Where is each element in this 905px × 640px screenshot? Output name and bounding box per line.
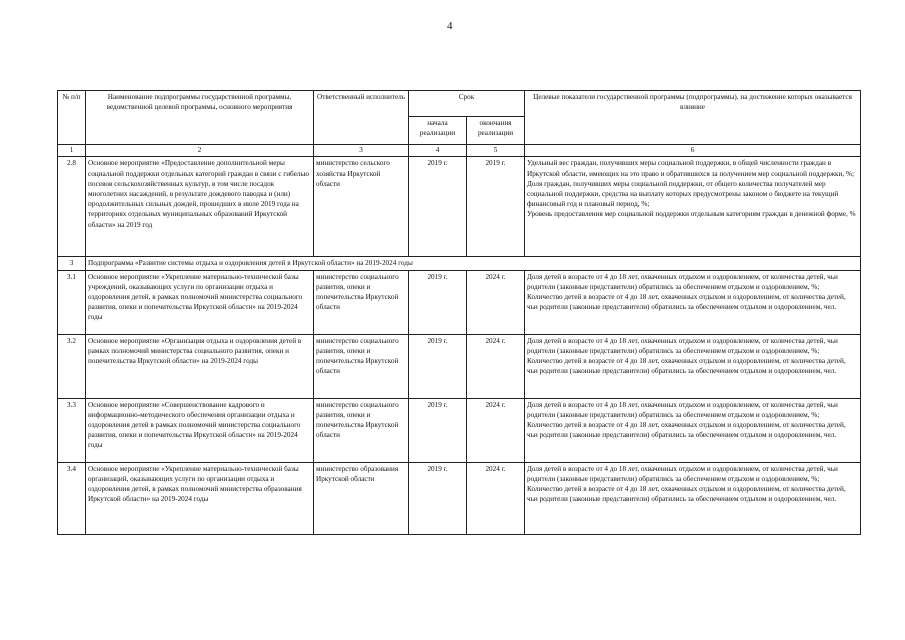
row-executor: министерство социального развития, опеки и попечительства Иркутской области [314, 270, 409, 334]
row-start: 2019 г. [409, 157, 467, 257]
target-indicator: Доля детей в возрасте от 4 до 18 лет, охваченных отдыхом и оздоровлением, от количества детей, чьи родители (законные представители) обратились за обеспечением отдыхом и оздоровлением, %; [527, 464, 838, 483]
target-indicator: Уровень предоставления мер социальной поддержки отдельным категориям граждан в денежной форме, % [527, 210, 856, 219]
table-row [58, 157, 861, 257]
target-indicator: Количество детей в возрасте от 4 до 18 лет, охваченных отдыхом и оздоровлением, от количества детей, чьи родители (законные представители) обратились за обеспечением отдыхом и оздоровлением, чел. [527, 357, 846, 376]
row-targets [525, 398, 861, 462]
subprogram-num: 3 [58, 257, 86, 270]
target-indicator: Удельный вес граждан, получивших меры социальной поддержки, в общей численности граждан в Иркутской области, имеющих на это право и обратившихся за получением мер социальной поддержки, %; [527, 159, 854, 178]
column-number: 1 [58, 145, 86, 157]
row-end: 2024 г. [467, 334, 525, 398]
table-row [58, 462, 861, 534]
target-indicator: Доля детей в возрасте от 4 до 18 лет, охваченных отдыхом и оздоровлением, от количества детей, чьи родители (законные представители) обратились за обеспечением отдыхом и оздоровлением, %; [527, 272, 838, 291]
row-executor: министерство социального развития, опеки и попечительства Иркутской области [314, 334, 409, 398]
subprogram-title: Подпрограмма «Развитие системы отдыха и оздоровления детей в Иркутской области» на 2019-2024 годы [86, 257, 861, 270]
row-end: 2024 г. [467, 398, 525, 462]
column-number: 5 [467, 145, 525, 157]
row-targets [525, 157, 861, 257]
row-end: 2024 г. [467, 270, 525, 334]
header-name: Наименование подпрограммы государственной программы, ведомственной целевой программы, основного мероприятия [86, 91, 314, 145]
row-num: 3.3 [58, 398, 86, 462]
row-name: Основное мероприятие «Совершенствование кадрового и информационно-методического обеспечения организации отдыха и оздоровления детей в рамках полномочий министерства социального развития, опеки и попечительства Иркутской области» на 2019-2024 годы [86, 398, 314, 462]
program-table [57, 90, 861, 535]
header-end: окончания реализации [467, 117, 525, 145]
table-row [58, 334, 861, 398]
row-name: Основное мероприятие «Укрепление материально-технической базы учреждений, оказывающих услуги по организации отдыха и оздоровления детей, в рамках полномочий министерства социального развития, опеки и попечительства Иркутской области» на 2019-2024 годы [86, 270, 314, 334]
row-targets [525, 270, 861, 334]
row-name: Основное мероприятие «Организация отдыха и оздоровления детей в рамках полномочий министерства социального развития, опеки и попечительства Иркутской области» на 2019-2024 годы [86, 334, 314, 398]
header-targets: Целевые показатели государственной программы (подпрограммы), на достижение которых оказывается влияние [525, 91, 861, 145]
column-number: 4 [409, 145, 467, 157]
header-start: начала реализации [409, 117, 467, 145]
row-num: 3.4 [58, 462, 86, 534]
column-number: 3 [314, 145, 409, 157]
header-term: Срок [409, 91, 525, 117]
target-indicator: Доля детей в возрасте от 4 до 18 лет, охваченных отдыхом и оздоровлением, от количества детей, чьи родители (законные представители) обратились за обеспечением отдыхом и оздоровлением, %; [527, 336, 838, 355]
column-number: 2 [86, 145, 314, 157]
row-executor: министерство сельского хозяйства Иркутской области [314, 157, 409, 257]
column-number: 6 [525, 145, 861, 157]
target-indicator: Доля детей в возрасте от 4 до 18 лет, охваченных отдыхом и оздоровлением, от количества детей, чьи родители (законные представители) обратились за обеспечением отдыхом и оздоровлением, %; [527, 400, 838, 419]
row-targets [525, 334, 861, 398]
row-name: Основное мероприятие «Укрепление материально-технической базы организаций, оказывающих услуги по организации отдыха и оздоровления детей, в рамках полномочий министерства образования Иркутской области» на 2019-2024 годы [86, 462, 314, 534]
target-indicator: Количество детей в возрасте от 4 до 18 лет, охваченных отдыхом и оздоровлением, от количества детей, чьи родители (законные представители) обратились за обеспечением отдыхом и оздоровлением, чел. [527, 293, 846, 312]
table-row [58, 398, 861, 462]
row-end: 2019 г. [467, 157, 525, 257]
row-num: 3.1 [58, 270, 86, 334]
row-end: 2024 г. [467, 462, 525, 534]
row-start: 2019 г. [409, 462, 467, 534]
row-start: 2019 г. [409, 270, 467, 334]
target-indicator: Количество детей в возрасте от 4 до 18 лет, охваченных отдыхом и оздоровлением, от количества детей, чьи родители (законные представители) обратились за обеспечением отдыхом и оздоровлением, чел. [527, 421, 846, 440]
table-row [58, 270, 861, 334]
row-start: 2019 г. [409, 334, 467, 398]
row-num: 2.8 [58, 157, 86, 257]
row-start: 2019 г. [409, 398, 467, 462]
page-number: 4 [447, 20, 453, 32]
row-name: Основное мероприятие «Предоставление дополнительной меры социальной поддержки отдельных категорий граждан в связи с гибелью посевов сельскохозяйственных культур, в том числе посадок многолетних насаждений, в результате дождевого паводка и (или) продолжительных сильных дождей, прошедших в июле 2019 года на территориях отдельных муниципальных образований Иркутской области» на 2019 год [86, 157, 314, 257]
row-executor: министерство образования Иркутской области [314, 462, 409, 534]
header-executor: Ответственный исполнитель [314, 91, 409, 145]
row-num: 3.2 [58, 334, 86, 398]
target-indicator: Количество детей в возрасте от 4 до 18 лет, охваченных отдыхом и оздоровлением, от количества детей, чьи родители (законные представители) обратились за обеспечением отдыхом и оздоровлением, чел. [527, 485, 846, 504]
row-targets [525, 462, 861, 534]
subprogram-row [58, 257, 861, 270]
header-num: № п/п [58, 91, 86, 145]
row-executor: министерство социального развития, опеки и попечительства Иркутской области [314, 398, 409, 462]
target-indicator: Доля граждан, получивших меры социальной поддержки, от общего количества получателей мер социальной поддержки, средства на выплату которых предусмотрены законом о бюджете на текущий финансовый год и плановый период, %; [527, 179, 839, 209]
